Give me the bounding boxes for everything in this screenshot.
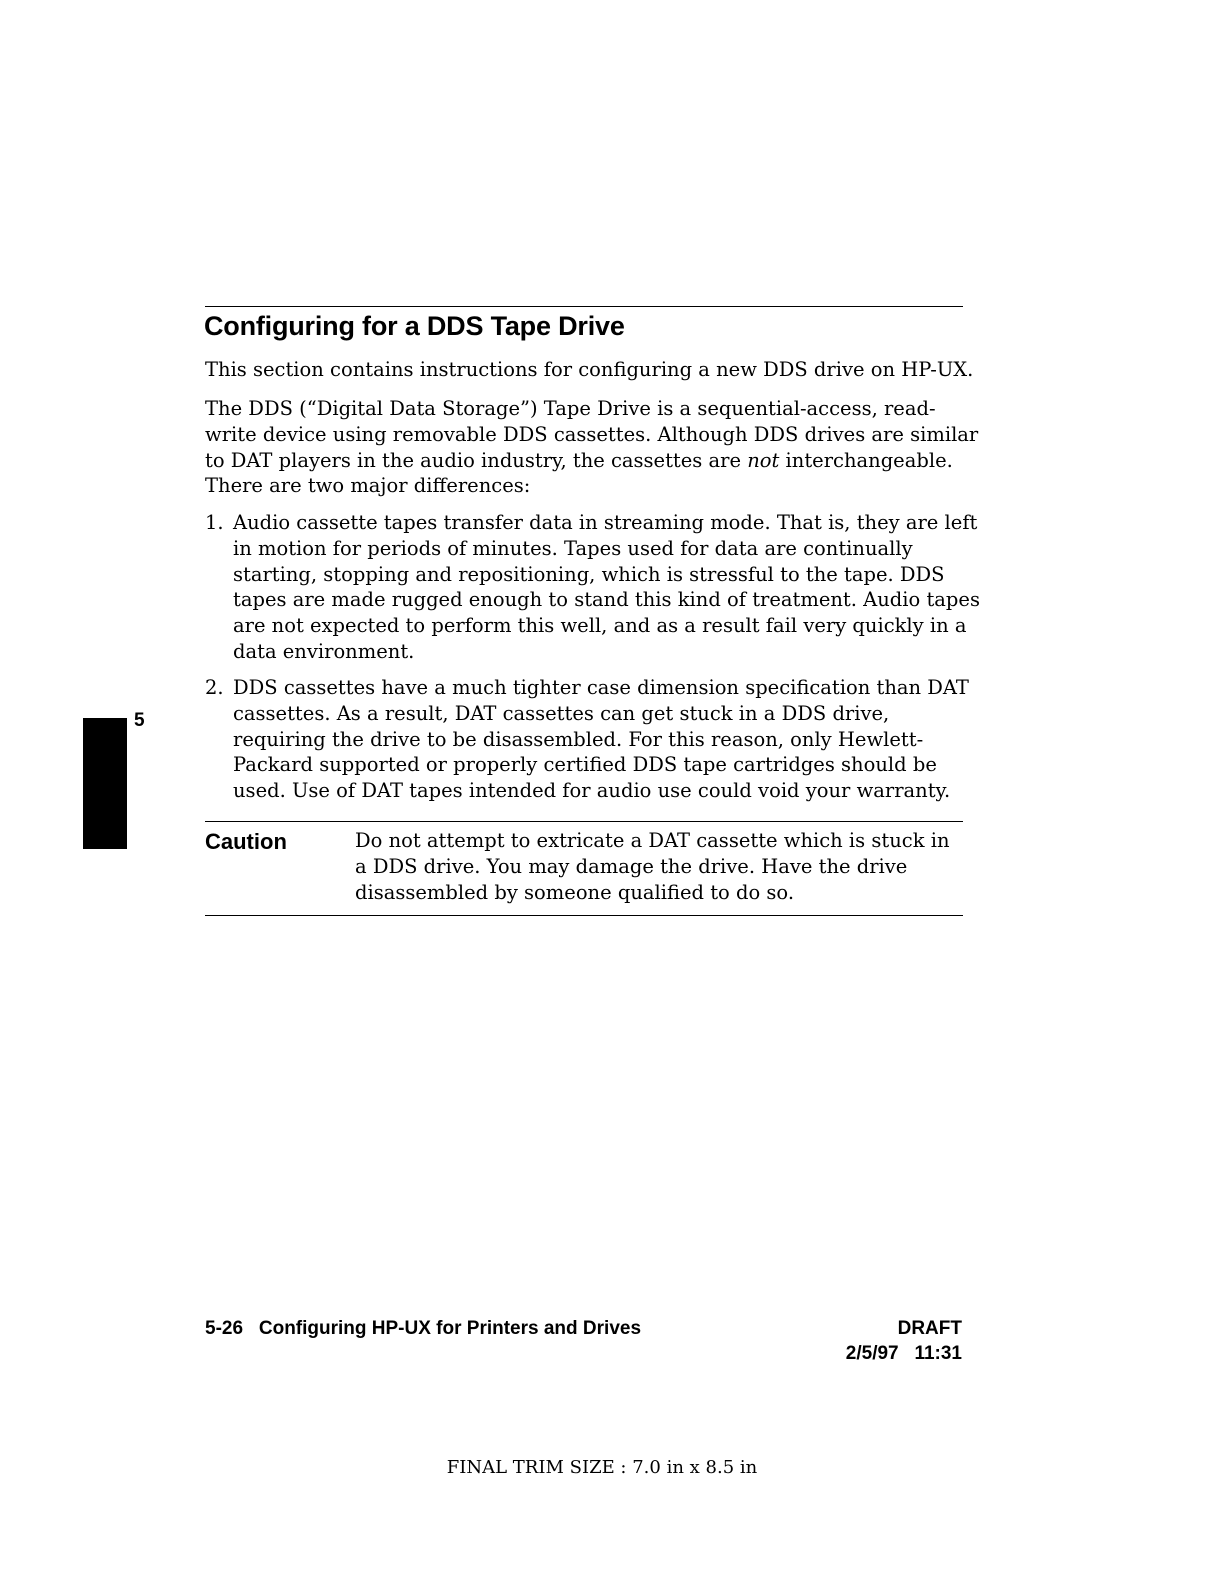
list-item-number: 1. [205,511,224,534]
list-item-text: DDS cassettes have a much tighter case dimension specification than DAT cassettes. As a result, DAT cassettes can get stuck in a DDS drive, requiring the drive to be disassembled. For this reason, only Hewlett-Packard supported or properly certified DDS tape cartridges should be used. Use of DAT tapes intended for audio use could void your warranty. [233,676,969,803]
intro-paragraph: This section contains instructions for configuring a new DDS drive on HP-UX. [205,358,974,381]
caution-label: Caution [205,829,287,854]
trim-size-note: FINAL TRIM SIZE : 7.0 in x 8.5 in [446,1457,758,1478]
description-emphasis: not [747,448,780,472]
description-text-1: The DDS (“Digital Data Storage”) Tape Drive is a sequential-access, read-write device using removable DDS cassettes. Although DDS drives are similar to DAT players in the audio industry, the cassettes are [205,397,979,472]
footer-page-reference: 5-26 Configuring HP-UX for Printers and Drives [205,1318,642,1339]
description-text-2: interchangeable. There are two major differences: [205,448,953,498]
section-top-rule [205,306,963,307]
caution-text: Do not attempt to extricate a DAT cassette which is stuck in a DDS drive. You may damage the drive. Have the drive disassembled by someone qualified to do so. [355,829,950,904]
footer-draft-status: DRAFT [897,1318,962,1339]
caution-top-rule [205,821,963,822]
section-title: Configuring for a DDS Tape Drive [204,311,625,341]
list-item-number: 2. [205,676,224,699]
description-paragraph [205,396,985,499]
footer-date-time: 2/5/97 11:31 [845,1343,962,1364]
list-item-text: Audio cassette tapes transfer data in streaming mode. That is, they are left in motion for periods of minutes. Tapes used for data are continually starting, stopping and repositioning, which is stressful to the tape. DDS tapes are made rugged enough to stand this kind of treatment. Audio tapes are not expected to perform this well, and as a result fail very quickly in a data environment. [233,511,980,663]
chapter-thumb-tab [83,718,127,849]
caution-bottom-rule [205,915,963,916]
chapter-tab-number: 5 [134,710,145,731]
